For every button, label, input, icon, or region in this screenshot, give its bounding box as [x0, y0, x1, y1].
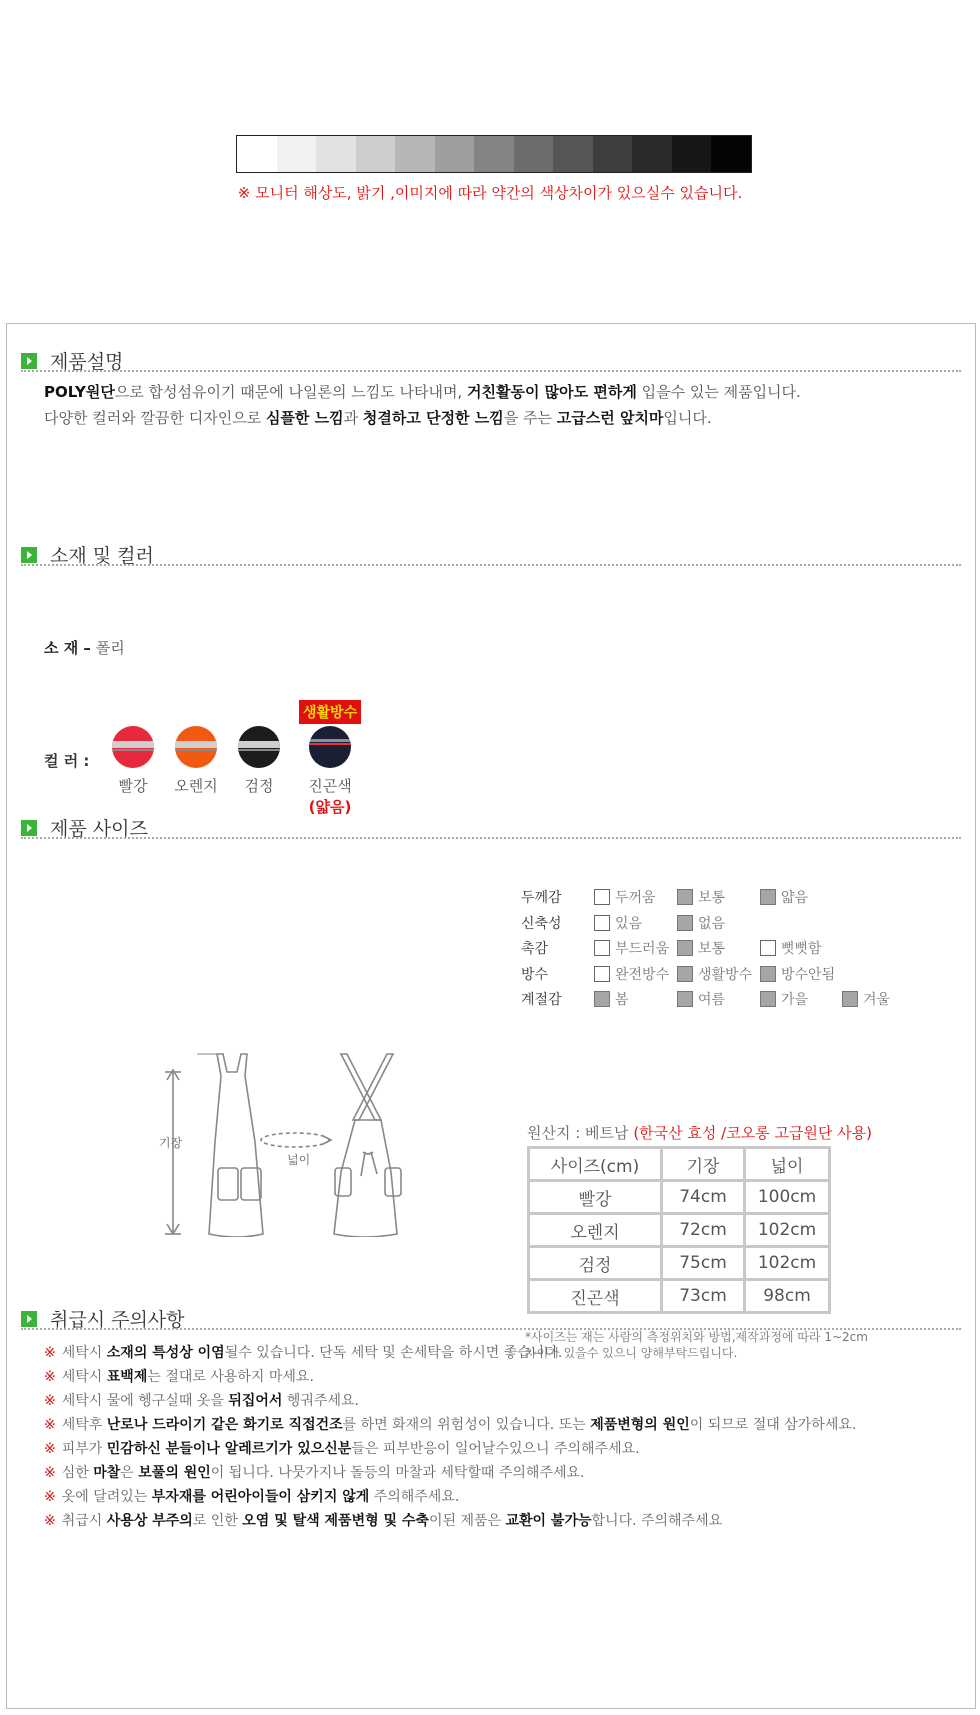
body-text: 피부가 [61, 1441, 107, 1457]
emphasis-text: 표백제 [106, 1369, 148, 1385]
waterproof-badge: 생활방수 [299, 700, 361, 724]
caution-mark-icon: ※ [44, 1369, 56, 1385]
attribute-row [521, 913, 583, 933]
arrow-bullet-icon [21, 353, 37, 369]
table-cell: 진곤색 [530, 1281, 660, 1311]
checkbox-icon [760, 940, 776, 956]
color-note-thin: (얇음) [308, 798, 352, 816]
emphasis-text: 부자재를 어린아이들이 삼키지 않게 [151, 1489, 370, 1505]
grayscale-bar [236, 135, 752, 173]
table-row [530, 1182, 828, 1212]
table-cell: 75cm [663, 1248, 743, 1278]
checkbox-icon [760, 966, 776, 982]
color-name-red: 빨강 [118, 777, 148, 795]
attribute-option-label: 생활방수 [698, 966, 753, 983]
divider [21, 1328, 961, 1330]
caution-item [44, 1342, 562, 1362]
emphasis-text: POLY원단 [44, 383, 115, 401]
table-header-cell: 넓이 [746, 1149, 828, 1179]
attribute-option [760, 964, 835, 984]
attribute-option-label: 봄 [615, 992, 629, 1008]
attribute-option-label: 뻣뻣함 [781, 941, 822, 957]
emphasis-text: 심플한 느낌 [265, 409, 344, 427]
body-text: 으로 합성섬유이기 때문에 나일론의 느낌도 나타내며, [114, 383, 467, 401]
checkbox-icon [594, 966, 610, 982]
body-text: 합니다. 주의해주세요 [591, 1513, 723, 1529]
color-swatch-red [112, 726, 154, 768]
product-detail-panel [6, 323, 976, 1709]
body-text: 를 하면 화재의 위험성이 있습니다. 또는 [342, 1417, 591, 1433]
attribute-option [594, 913, 642, 933]
diagram-length-label: 기장 [159, 1136, 183, 1150]
table-cell: 98cm [746, 1281, 828, 1311]
emphasis-text: 제품변형의 원인 [590, 1417, 690, 1433]
table-row [530, 1215, 828, 1245]
emphasis-text: 고급스런 앞치마 [556, 409, 664, 427]
table-header-cell: 사이즈(cm) [530, 1149, 660, 1179]
description-line [44, 379, 801, 405]
caution-mark-icon: ※ [44, 1393, 56, 1409]
checkbox-icon [594, 940, 610, 956]
checkbox-icon [594, 889, 610, 905]
attribute-option [594, 964, 669, 984]
checkbox-icon [677, 915, 693, 931]
caution-mark-icon: ※ [44, 1417, 56, 1433]
divider [21, 837, 961, 839]
material-label: 소 재 – [44, 639, 91, 657]
body-text: 주의해주세요. [369, 1489, 460, 1505]
attribute-option [760, 938, 822, 958]
body-text: 입을수 있는 제품입니다. [636, 383, 801, 401]
grayscale-swatch [593, 136, 633, 172]
grayscale-swatch [435, 136, 475, 172]
grayscale-swatch [237, 136, 277, 172]
checkbox-icon [677, 940, 693, 956]
attribute-option [760, 887, 808, 907]
attribute-option-label: 있음 [615, 915, 643, 932]
checkbox-icon [760, 889, 776, 905]
attribute-option-label: 여름 [698, 992, 726, 1008]
color-name-navy: 진곤색 [308, 777, 352, 795]
grayscale-swatch [277, 136, 317, 172]
body-text: 다양한 컬러와 깔끔한 디자인으로 [44, 409, 266, 427]
attribute-option [594, 938, 669, 958]
attribute-option [760, 989, 808, 1009]
origin-info [527, 1122, 872, 1143]
color-swatch-black [238, 726, 280, 768]
color-swatch-navy [309, 726, 351, 768]
body-text: 입니다. [663, 409, 712, 427]
caution-mark-icon: ※ [44, 1513, 56, 1529]
emphasis-text: 사용상 부주의 [106, 1513, 193, 1529]
caution-mark-icon: ※ [44, 1441, 56, 1457]
caution-mark-icon: ※ [44, 1465, 56, 1481]
attribute-option-label: 얇음 [781, 890, 809, 906]
attribute-row [521, 938, 583, 958]
material-value: 폴리 [95, 639, 125, 657]
checkbox-icon [760, 991, 776, 1007]
table-cell: 74cm [663, 1182, 743, 1212]
emphasis-text: 교환이 불가능 [505, 1513, 592, 1529]
attribute-option-label: 없음 [698, 915, 726, 932]
attribute-option-label: 가을 [781, 992, 809, 1008]
body-text: 옷에 달려있는 [61, 1489, 152, 1505]
caution-item [44, 1366, 314, 1386]
emphasis-text: 마찰 [93, 1465, 121, 1481]
table-row [530, 1281, 828, 1311]
color-swatch-orange [175, 726, 217, 768]
description-line [44, 405, 801, 431]
checkbox-icon [677, 889, 693, 905]
emphasis-text: 보풀의 원인 [138, 1465, 211, 1481]
attribute-row [521, 964, 583, 984]
body-text: 세탁시 [61, 1345, 107, 1361]
grayscale-swatch [514, 136, 554, 172]
emphasis-text: 거친활동이 많아도 편하게 [466, 383, 637, 401]
attribute-label: 두께감 [521, 890, 562, 906]
emphasis-text: 청결하고 단정한 느낌 [362, 409, 504, 427]
table-cell: 72cm [663, 1215, 743, 1245]
emphasis-text: 오염 및 탈색 제품변형 및 수축 [242, 1513, 429, 1529]
checkbox-icon [842, 991, 858, 1007]
checkbox-icon [677, 991, 693, 1007]
grayscale-swatch [474, 136, 514, 172]
emphasis-text: 소재의 특성상 이염 [106, 1345, 225, 1361]
attribute-option [677, 938, 725, 958]
diagram-width-label: 넓이 [287, 1153, 311, 1167]
body-text: 세탁시 [61, 1369, 107, 1385]
attribute-option [677, 989, 725, 1009]
size-note-line: 차이가 있을수 있으니 양해부탁드립니다. [525, 1346, 738, 1360]
body-text: 세탁후 [61, 1417, 107, 1433]
body-text: 들은 피부반응이 일어날수있으니 주의해주세요. [351, 1441, 640, 1457]
arrow-bullet-icon [21, 547, 37, 563]
attribute-option [594, 887, 656, 907]
attribute-option-label: 보통 [698, 890, 726, 906]
section-caution-title: 취급시 주의사항 [21, 1305, 185, 1332]
body-text: 심한 [61, 1465, 94, 1481]
body-text: 취급시 [61, 1513, 107, 1529]
attribute-label: 촉감 [521, 941, 549, 957]
caution-item [44, 1414, 856, 1434]
table-header-cell: 기장 [663, 1149, 743, 1179]
body-text: 과 [343, 409, 363, 427]
caution-item [44, 1438, 640, 1458]
attribute-label: 방수 [521, 966, 549, 983]
checkbox-icon [677, 966, 693, 982]
color-name-black: 검정 [244, 777, 274, 795]
arrow-bullet-icon [21, 1311, 37, 1327]
arrow-bullet-icon [21, 820, 37, 836]
color-label: 컬 러 : [44, 752, 90, 770]
table-cell: 검정 [530, 1248, 660, 1278]
body-text: 헹궈주세요. [282, 1393, 359, 1409]
caution-mark-icon: ※ [44, 1489, 56, 1505]
section-description-title: 제품설명 [21, 347, 123, 374]
body-text: 는 절대로 사용하지 마세요. [147, 1369, 314, 1385]
size-note-line: *사이즈는 재는 사람의 측정위치와 방법,제작과정에 따라 1~2cm [525, 1330, 868, 1344]
grayscale-swatch [672, 136, 712, 172]
origin-detail: (한국산 효성 /코오롱 고급원단 사용) [633, 1124, 873, 1142]
origin-label: 원산지 : 베트남 [527, 1124, 634, 1142]
caution-mark-icon: ※ [44, 1345, 56, 1361]
attribute-option [677, 887, 725, 907]
grayscale-swatch [553, 136, 593, 172]
monitor-notice: ※ 모니터 해상도, 밝기 ,이미지에 따라 약간의 색상차이가 있으실수 있습니다. [237, 184, 743, 202]
attribute-option-label: 두꺼움 [615, 890, 656, 906]
attribute-option-label: 부드러움 [615, 941, 670, 957]
table-cell: 102cm [746, 1215, 828, 1245]
grayscale-swatch [356, 136, 396, 172]
caution-item [44, 1462, 584, 1482]
table-cell: 100cm [746, 1182, 828, 1212]
body-text: 이 되므로 절대 삼가하세요. [689, 1417, 857, 1433]
grayscale-swatch [632, 136, 672, 172]
grayscale-swatch [316, 136, 356, 172]
table-cell: 73cm [663, 1281, 743, 1311]
attribute-label: 신축성 [521, 915, 562, 932]
table-cell: 빨강 [530, 1182, 660, 1212]
attribute-option [677, 913, 725, 933]
emphasis-text: 뒤집어서 [228, 1393, 283, 1409]
attribute-option [842, 989, 890, 1009]
divider [21, 564, 961, 566]
caution-item [44, 1486, 459, 1506]
table-header-row [530, 1149, 828, 1179]
attribute-option [677, 964, 752, 984]
body-text: 이 됩니다. 나뭇가지나 돌등의 마찰과 세탁할때 주의해주세요. [210, 1465, 585, 1481]
checkbox-icon [594, 915, 610, 931]
grayscale-swatch [711, 136, 751, 172]
body-text: 이된 제품은 [428, 1513, 506, 1529]
emphasis-text: 난로나 드라이기 같은 화기로 직접건조 [106, 1417, 343, 1433]
material-info [44, 637, 125, 658]
apron-size-diagram [159, 1052, 459, 1237]
caution-item [44, 1510, 722, 1530]
section-material-title: 소재 및 컬러 [21, 541, 154, 568]
attribute-row [521, 989, 583, 1009]
table-cell: 오렌지 [530, 1215, 660, 1245]
grayscale-swatch [395, 136, 435, 172]
table-row [530, 1248, 828, 1278]
color-name-orange: 오렌지 [174, 777, 218, 795]
attribute-option-label: 방수안됨 [781, 966, 836, 983]
table-cell: 102cm [746, 1248, 828, 1278]
attribute-option-label: 보통 [698, 941, 726, 957]
size-table [527, 1146, 831, 1314]
body-text: 을 주는 [503, 409, 557, 427]
description-text [44, 353, 801, 431]
attribute-option-label: 완전방수 [615, 966, 670, 983]
emphasis-text: 민감하신 분들이나 알레르기가 있으신분 [106, 1441, 352, 1457]
attribute-option [594, 989, 629, 1009]
attribute-row [521, 887, 583, 907]
attribute-label: 계절감 [521, 992, 562, 1008]
attribute-option-label: 겨울 [863, 992, 891, 1008]
size-note [525, 1329, 945, 1361]
caution-item [44, 1390, 359, 1410]
checkbox-icon [594, 991, 610, 1007]
body-text: 될수 있습니다. 단독 세탁 및 손세탁을 하시면 좋습니다. [224, 1345, 563, 1361]
body-text: 은 [120, 1465, 139, 1481]
section-size-title: 제품 사이즈 [21, 814, 148, 841]
body-text: 세탁시 물에 헹구실때 옷을 [61, 1393, 229, 1409]
body-text: 로 인한 [192, 1513, 243, 1529]
